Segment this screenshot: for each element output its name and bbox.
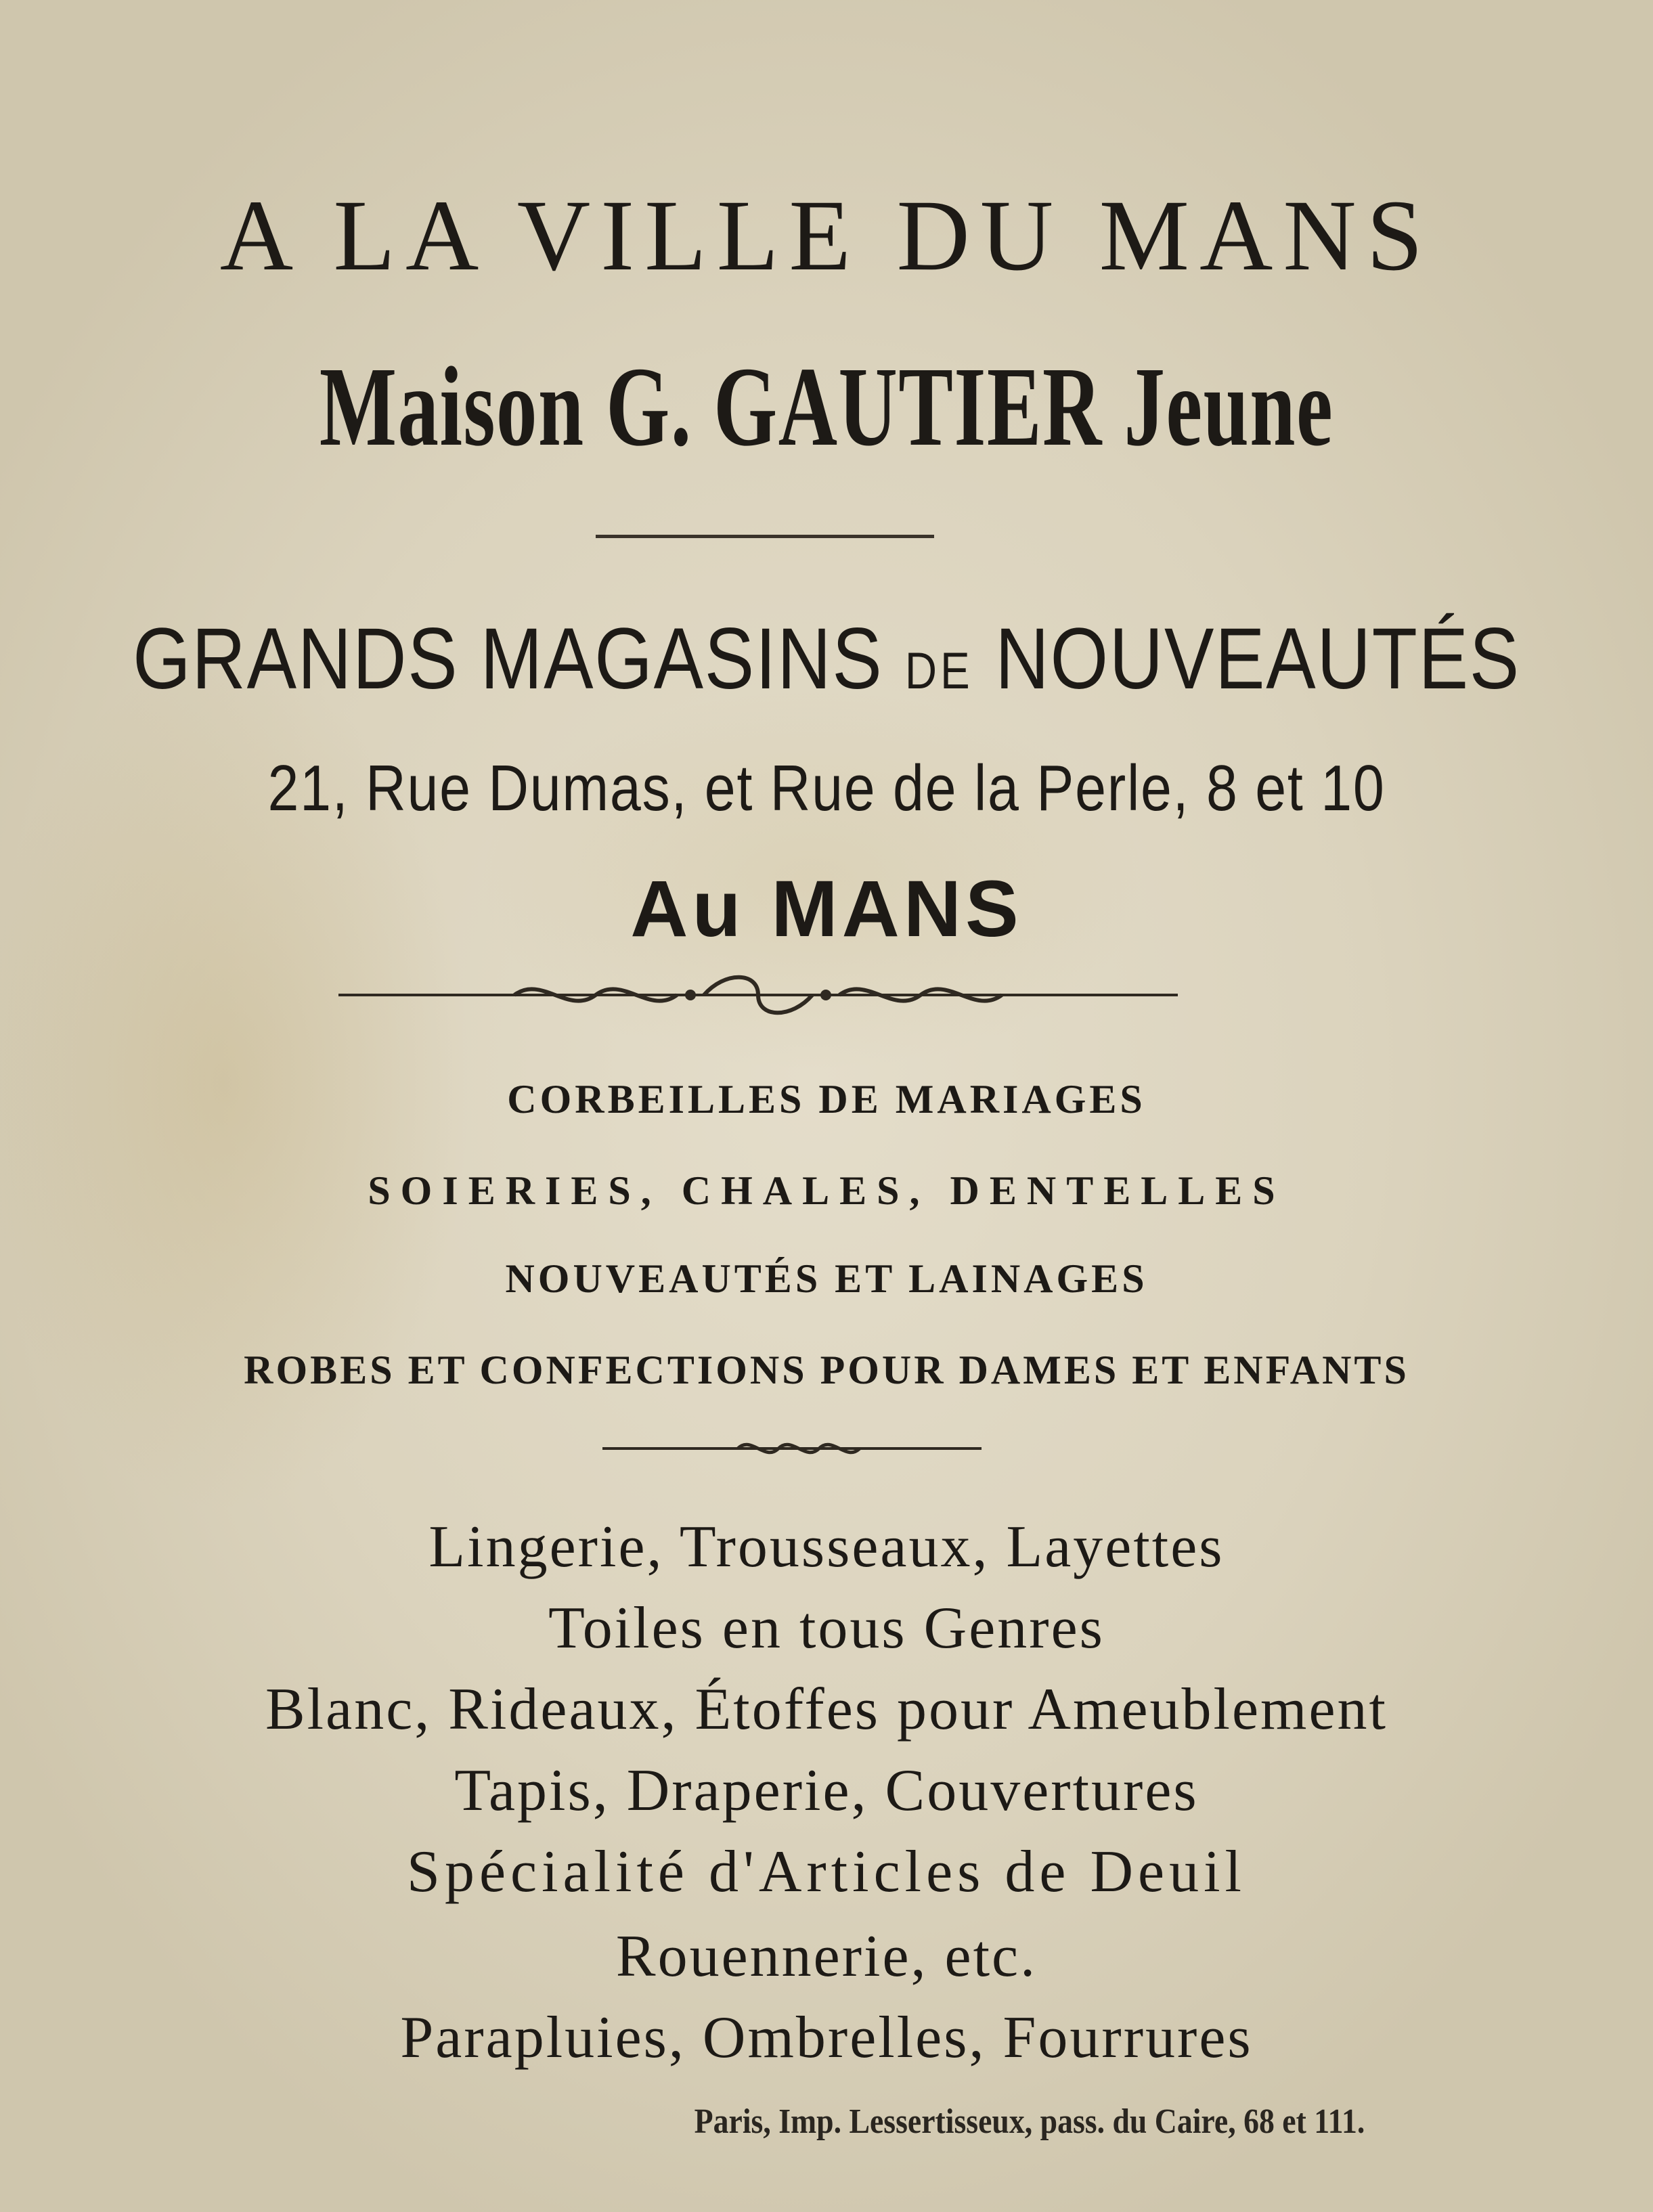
city-name: Au MANS	[630, 864, 1023, 954]
merchandise-line: Lingerie, Trousseaux, Layettes	[428, 1514, 1225, 1580]
merchandise-line: Parapluies, Ombrelles, Fourrures	[400, 2005, 1253, 2071]
business-type-part-2: DE	[904, 642, 973, 700]
category-line: ROBES ET CONFECTIONS POUR DAMES ET ENFANTS	[244, 1348, 1409, 1392]
merchandise-line: Blanc, Rideaux, Étoffes pour Ameublement	[265, 1677, 1388, 1742]
category-line: SOIERIES, CHALES, DENTELLES	[368, 1168, 1285, 1213]
category-line: NOUVEAUTÉS ET LAINAGES	[505, 1256, 1148, 1301]
merchandise-line: Rouennerie, etc.	[615, 1924, 1038, 1989]
merchandise-line: Spécialité d'Articles de Deuil	[407, 1839, 1246, 1905]
business-type-heading	[116, 609, 1537, 709]
business-type-part-1: GRANDS MAGASINS	[133, 611, 905, 707]
merchandise-line: Tapis, Draperie, Couvertures	[454, 1758, 1199, 1823]
printer-imprint: Paris, Imp. Lessertisseux, pass. du Caire, 68 et 111.	[694, 2102, 1365, 2141]
category-line: CORBEILLES DE MARIAGES	[507, 1077, 1146, 1122]
ornament-flourish-divider	[338, 965, 1178, 1025]
merchandise-line: Toiles en tous Genres	[548, 1595, 1105, 1661]
street-address: 21, Rue Dumas, et Rue de la Perle, 8 et 10	[267, 752, 1386, 824]
house-name-heading: Maison G. GAUTIER Jeune	[319, 344, 1334, 470]
divider-rule	[596, 535, 934, 538]
business-type-part-3: NOUVEAUTÉS	[973, 611, 1520, 707]
ornament-small-divider	[602, 1425, 982, 1472]
store-name-heading: A LA VILLE DU MANS	[219, 179, 1434, 292]
